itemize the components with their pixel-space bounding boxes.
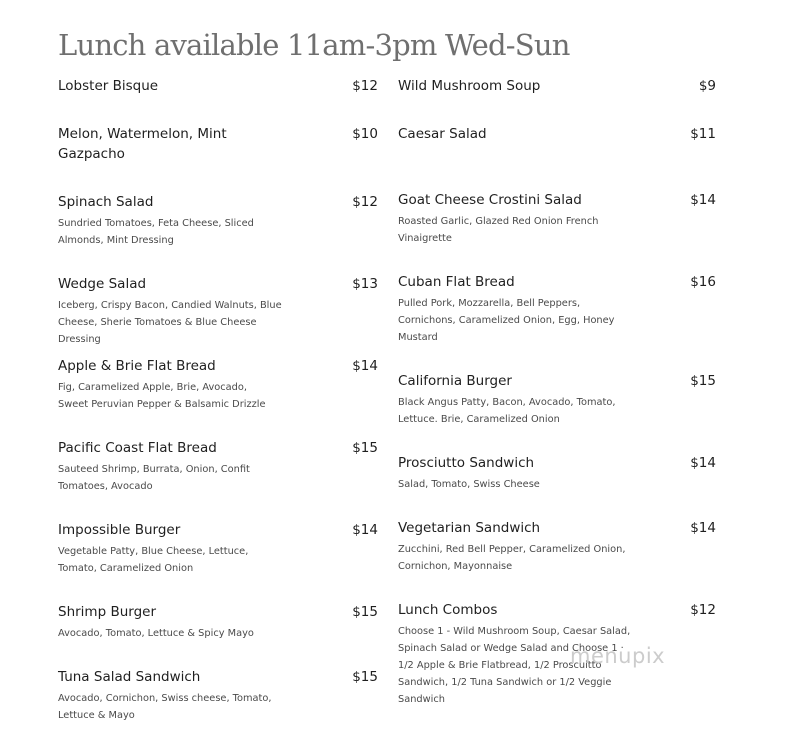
item-name: Cuban Flat Bread: [398, 274, 515, 290]
menu-item-apple-brie-flat-bread: [58, 356, 378, 413]
item-name: Wild Mushroom Soup: [398, 78, 541, 94]
menu-item-california-burger: [398, 371, 716, 428]
item-name: California Burger: [398, 373, 512, 389]
item-name: Apple & Brie Flat Bread: [58, 358, 216, 374]
item-name: Lunch Combos: [398, 602, 498, 618]
item-price: $14: [690, 455, 716, 471]
item-description: Black Angus Patty, Bacon, Avocado, Tomato, Lettuce. Brie, Caramelized Onion: [398, 397, 616, 425]
menu-item-prosciutto-sandwich: [398, 453, 716, 493]
item-description: Sundried Tomatoes, Feta Cheese, Sliced Almonds, Mint Dressing: [58, 218, 254, 246]
item-price: $9: [698, 78, 716, 94]
item-price: $11: [690, 126, 716, 142]
menu-item-tuna-salad-sandwich: [58, 667, 378, 724]
menu-item-wedge-salad: [58, 274, 378, 348]
item-price: $12: [352, 78, 378, 94]
item-price: $12: [690, 602, 716, 618]
menu-item-lobster-bisque: [58, 76, 378, 96]
menu-item-lunch-combos: [398, 600, 716, 708]
menu-item-goat-cheese-crostini-salad: [398, 190, 716, 247]
menu-item-cuban-flat-bread: [398, 272, 716, 346]
item-name: Shrimp Burger: [58, 604, 156, 620]
item-price: $16: [690, 274, 716, 290]
menu-item-gazpacho: [58, 124, 378, 164]
menu-item-impossible-burger: [58, 520, 378, 577]
item-name: Pacific Coast Flat Bread: [58, 440, 217, 456]
item-name: Spinach Salad: [58, 194, 154, 210]
page-title: Lunch available 11am-3pm Wed-Sun: [58, 28, 570, 62]
item-price: $14: [352, 358, 378, 374]
item-description: Zucchini, Red Bell Pepper, Caramelized Onion, Cornichon, Mayonnaise: [398, 544, 626, 572]
item-description: Vegetable Patty, Blue Cheese, Lettuce, Tomato, Caramelized Onion: [58, 546, 249, 574]
item-price: $12: [352, 194, 378, 210]
item-price: $14: [352, 522, 378, 538]
item-price: $15: [690, 373, 716, 389]
item-description: Avocado, Tomato, Lettuce & Spicy Mayo: [58, 628, 254, 639]
item-description: Salad, Tomato, Swiss Cheese: [398, 479, 540, 490]
item-name: Tuna Salad Sandwich: [58, 669, 201, 685]
item-description: Fig, Caramelized Apple, Brie, Avocado, Sweet Peruvian Pepper & Balsamic Drizzle: [58, 382, 266, 410]
item-price: $10: [352, 126, 378, 142]
item-name: Prosciutto Sandwich: [398, 455, 535, 471]
menu-item-wild-mushroom-soup: [398, 76, 716, 96]
menu-item-shrimp-burger: [58, 602, 378, 642]
item-name: Lobster Bisque: [58, 78, 159, 94]
item-price: $15: [352, 604, 378, 620]
item-description: Pulled Pork, Mozzarella, Bell Peppers, Cornichons, Caramelized Onion, Egg, Honey Mustard: [398, 298, 615, 343]
menu-item-spinach-salad: [58, 192, 378, 249]
item-name: Wedge Salad: [58, 276, 147, 292]
menu-item-pacific-coast-flat-bread: [58, 438, 378, 495]
menupix-watermark: menupix: [570, 644, 666, 668]
item-name: Impossible Burger: [58, 522, 181, 538]
item-name: Caesar Salad: [398, 126, 487, 142]
item-name: Vegetarian Sandwich: [398, 520, 541, 536]
item-description: Avocado, Cornichon, Swiss cheese, Tomato, Lettuce & Mayo: [58, 693, 272, 721]
item-price: $14: [690, 192, 716, 208]
item-price: $13: [352, 276, 378, 292]
item-description: Roasted Garlic, Glazed Red Onion French Vinaigrette: [398, 216, 599, 244]
item-description: Iceberg, Crispy Bacon, Candied Walnuts, Blue Cheese, Sherie Tomatoes & Blue Cheese Dressing: [58, 300, 282, 345]
item-price: $15: [352, 669, 378, 685]
item-name: Melon, Watermelon, Mint Gazpacho: [58, 126, 227, 162]
item-description: Choose 1 - Wild Mushroom Soup, Caesar Salad, Spinach Salad or Wedge Salad and Choose 1 · 1/2 Apple & Brie Flatbread, 1/2 Proscuitto Sandwich, 1/2 Tuna Sandwich or 1/2 Veggie Sandwich: [398, 626, 631, 705]
item-price: $14: [690, 520, 716, 536]
item-price: $15: [352, 440, 378, 456]
item-name: Goat Cheese Crostini Salad: [398, 192, 582, 208]
item-description: Sauteed Shrimp, Burrata, Onion, Confit Tomatoes, Avocado: [58, 464, 250, 492]
menu-item-caesar-salad: [398, 124, 716, 144]
menu-item-vegetarian-sandwich: [398, 518, 716, 575]
